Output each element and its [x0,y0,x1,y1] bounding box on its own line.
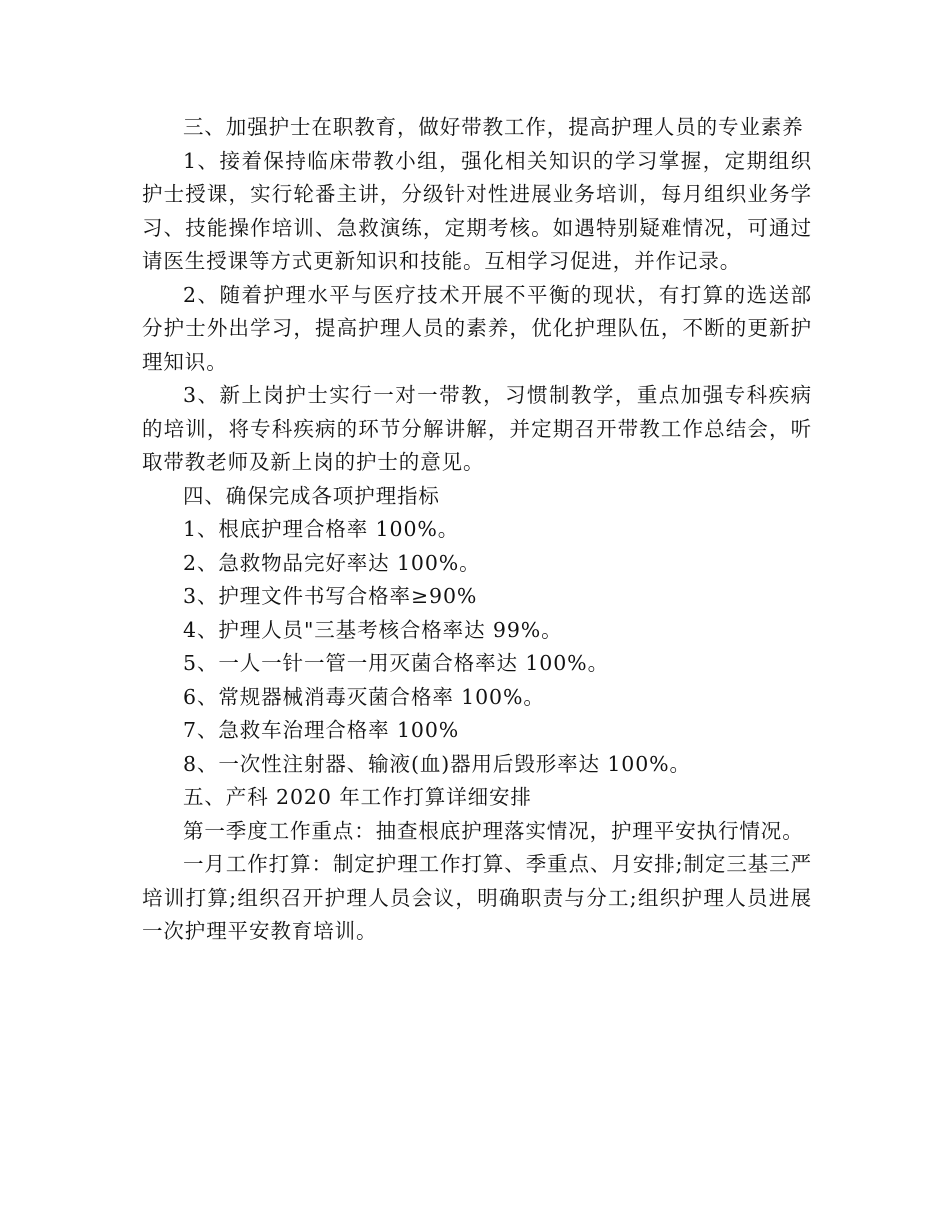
paragraph-item-1: 1、接着保持临床带教小组，强化相关知识的学习掌握，定期组织护士授课，实行轮番主讲，分级针对性进展业务培训，每月组织业务学习、技能操作培训、急救演练，定期考核。如遇特别疑难情况，可通过请医生授课等方式更新知识和技能。互相学习促进，并作记录。 [142,148,812,273]
quarter-focus: 第一季度工作重点：抽查根底护理落实情况，护理平安执行情况。 [183,818,804,843]
indicator-3: 3、护理文件书写合格率≥90% [183,584,478,608]
indicator-4: 4、护理人员"三基考核合格率达 99%。 [183,617,563,642]
indicator-7: 7、急救车治理合格率 100% [183,718,460,742]
indicator-1: 1、根底护理合格率 100%。 [183,517,460,541]
indicator-6: 6、常规器械消毒灭菌合格率 100%。 [183,684,545,709]
section-heading-5: 五、产科 2020 年工作打算详细安排 [183,785,532,809]
section-heading-3: 三、加强护士在职教育，做好带教工作，提高护理人员的专业素养 [183,115,804,139]
indicator-5: 5、一人一针一管一用灭菌合格率达 100%。 [183,651,609,675]
section-heading-4: 四、确保完成各项护理指标 [183,483,440,508]
january-plan: 一月工作打算：制定护理工作打算、季重点、月安排;制定三基三严培训打算;组织召开护理人员会议，明确职责与分工;组织护理人员进展一次护理平安教育培训。 [142,852,812,943]
indicator-2: 2、急救物品完好率达 100%。 [183,550,481,575]
paragraph-item-3: 3、新上岗护士实行一对一带教，习惯制教学，重点加强专科疾病的培训，将专科疾病的环节分解讲解，并定期召开带教工作总结会，听取带教老师及新上岗的护士的意见。 [142,383,812,474]
paragraph-item-2: 2、随着护理水平与医疗技术开展不平衡的现状，有打算的选送部分护士外出学习，提高护理人员的素养，优化护理队伍，不断的更新护理知识。 [142,282,812,374]
indicator-8: 8、一次性注射器、输液(血)器用后毁形率达 100%。 [183,751,691,776]
document-body [142,111,812,949]
